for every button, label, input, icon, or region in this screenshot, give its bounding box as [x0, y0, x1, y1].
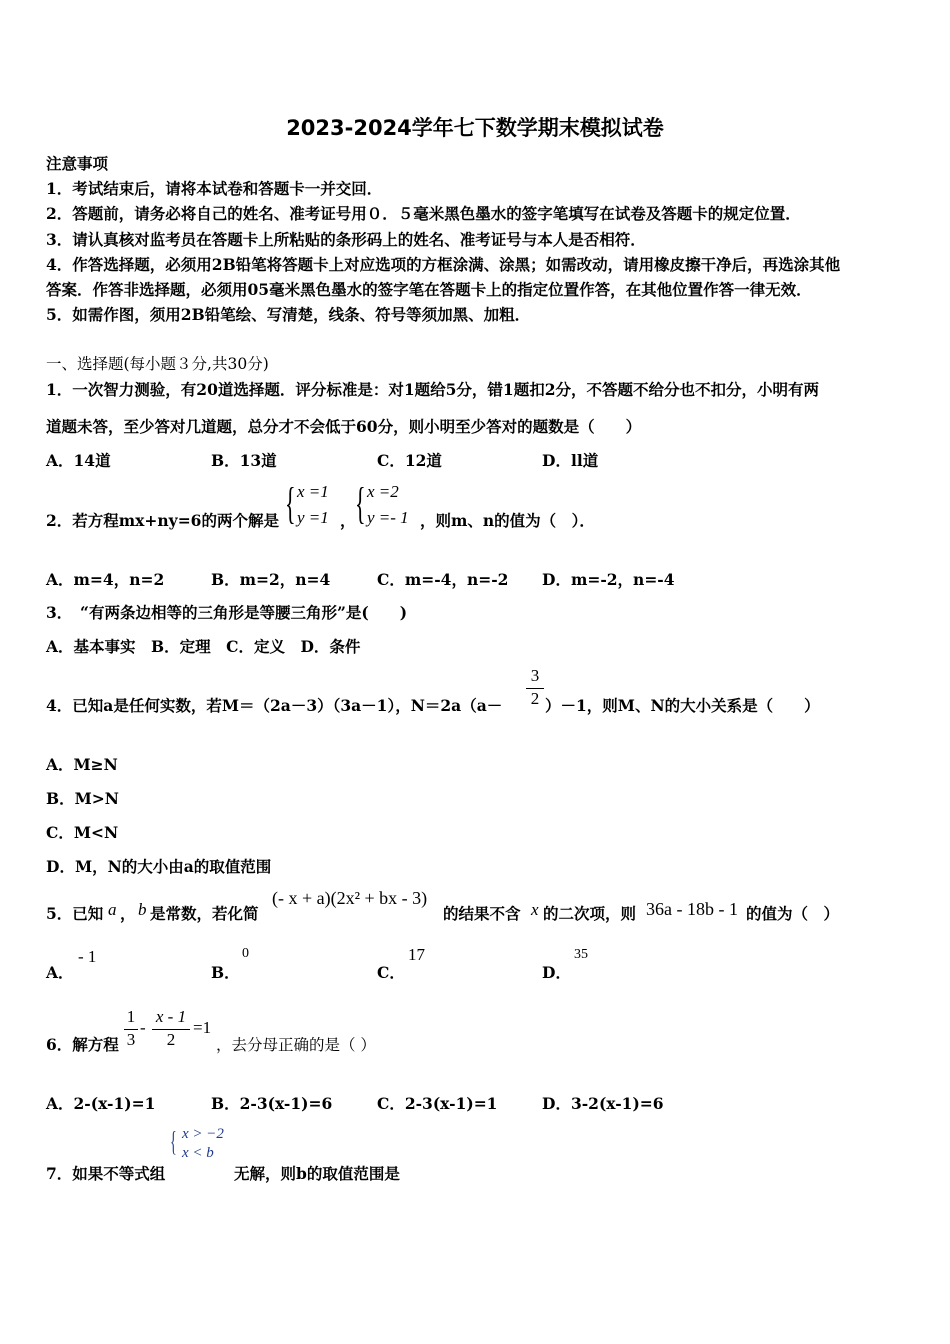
q2-option-c: C．m=-4，n=-2: [377, 570, 509, 589]
question-6-suffix: ，去分母正确的是（ ）: [216, 1036, 376, 1054]
inequality-row: x < b: [182, 1145, 214, 1161]
question-5-prefix: 5．已知: [46, 904, 104, 923]
q5-expression-2: 36a - 18b - 1: [646, 899, 738, 919]
system-2-row: x =2: [367, 482, 399, 501]
q2-option-a: A．m=4，n=2: [46, 570, 165, 589]
note-item: 1．考试结束后，请将本试卷和答题卡一并交回．: [46, 179, 383, 198]
note-item: 2．答题前，请务必将自己的姓名、准考证号用０．５毫米黑色墨水的签字笔填写在试卷及答题卡的规定位置．: [46, 204, 801, 223]
system-1-row: x =1: [297, 482, 329, 501]
q1-option-c: C．12道: [377, 451, 442, 470]
q6-option-a: A．2-(x-1)=1: [46, 1094, 156, 1113]
q5-option-b-value: 0: [242, 946, 249, 961]
note-item: 答案．作答非选择题，必须用05毫米黑色墨水的签字笔在答题卡上的指定位置作答，在其他位置作答一律无效．: [46, 280, 812, 299]
q5-suffix: 的值为（ ）: [746, 904, 840, 923]
q2-comma: ，: [340, 511, 356, 530]
q5-var-b: b: [138, 900, 147, 919]
q1-option-b: B．13道: [211, 451, 277, 470]
notes-heading: 注意事项: [46, 154, 109, 173]
question-4-suffix: ）－1，则M、N的大小关系是（ ）: [545, 696, 820, 715]
q5-mid3: 的二次项，则: [543, 904, 637, 923]
question-1-line1: 1．一次智力测验，有20道选择题．评分标准是：对1题给5分，错1题扣2分，不答题不给分也不扣分，小明有两: [46, 380, 819, 399]
inequality-row: x > −2: [182, 1126, 224, 1142]
q6-option-c: C．2-3(x-1)=1: [377, 1094, 498, 1113]
q4-frac-den: 2: [526, 688, 544, 709]
question-4-prefix: 4．已知a是任何实数，若M＝（2a－3）（3a－1），N＝2a（a－: [46, 696, 503, 715]
q4-option-d: D．M，N的大小由a的取值范围: [46, 857, 272, 876]
question-7-prefix: 7．如果不等式组: [46, 1164, 166, 1183]
q5-var-x: x: [531, 900, 539, 919]
question-2-prefix: 2．若方程mx+ny=6的两个解是: [46, 511, 279, 530]
note-item: 3．请认真核对监考员在答题卡上所粘贴的条形码上的姓名、准考证号与本人是否相符．: [46, 230, 646, 249]
question-1-line2: 道题未答，至少答对几道题，总分才不会低于60分，则小明至少答对的题数是（ ）: [46, 417, 642, 436]
q5-option-a-value: - 1: [78, 947, 97, 966]
q1-option-d: D．ll道: [542, 451, 599, 470]
q5-expression: (- x + a)(2x² + bx - 3): [272, 888, 428, 908]
q5-option-b-label: B．: [211, 963, 240, 982]
note-item: 5．如需作图，须用2B铅笔绘、写清楚，线条、符号等须加黑、加粗．: [46, 305, 531, 324]
q5-option-c-value: 17: [408, 945, 425, 964]
q6-fraction-1: [124, 1007, 138, 1050]
q6-f2-den: 2: [152, 1029, 190, 1050]
q6-f1-num: 1: [126, 1007, 136, 1026]
q6-option-b: B．2-3(x-1)=6: [211, 1094, 333, 1113]
q4-option-c: C．M<N: [46, 823, 119, 842]
q6-equals: =1: [193, 1018, 212, 1037]
q6-fraction-2: [152, 1007, 190, 1050]
q4-option-b: B．M>N: [46, 789, 119, 808]
q5-option-d-value: 35: [574, 947, 588, 962]
question-2-suffix: ，则m、n的值为（ ）．: [420, 511, 595, 530]
q6-option-d: D．3-2(x-1)=6: [542, 1094, 664, 1113]
q5-mid1: 是常数，若化简: [150, 904, 259, 923]
q5-sep: ，: [120, 904, 136, 923]
q6-f1-den: 3: [124, 1029, 138, 1050]
page-title: 2023-2024学年七下数学期末模拟试卷: [286, 116, 664, 140]
note-item: 4．作答选择题，必须用2B铅笔将答题卡上对应选项的方框涂满、涂黑；如需改动，请用橡皮擦干净后，再选涂其他: [46, 255, 841, 274]
q6-f2-num: x - 1: [155, 1007, 187, 1026]
equation-system-1: { x =1 y =1: [285, 479, 329, 528]
q4-frac-num: 3: [530, 666, 540, 685]
q5-option-d-label: D．: [542, 963, 571, 982]
q2-option-b: B．m=2，n=4: [211, 570, 331, 589]
system-2-row: y =- 1: [367, 508, 409, 527]
question-6-prefix: 6．解方程: [46, 1035, 119, 1054]
system-1-row: y =1: [297, 508, 329, 527]
q4-fraction: [526, 666, 544, 709]
q5-option-c-label: C．: [377, 963, 405, 982]
q5-var-a: a: [108, 900, 117, 919]
q3-options: A．基本事实 B．定理 C．定义 D．条件: [46, 637, 361, 656]
q4-option-a: A．M≥N: [46, 755, 118, 774]
section-heading: 一、选择题(每小题３分,共30分): [46, 355, 269, 373]
question-7-suffix: 无解，则b的取值范围是: [234, 1164, 400, 1183]
q5-mid2: 的结果不含: [443, 904, 521, 923]
q6-minus: -: [140, 1018, 146, 1037]
inequality-system: { x > −2 x < b: [170, 1126, 224, 1161]
q1-option-a: A．14道: [46, 451, 111, 470]
q2-option-d: D．m=-2，n=-4: [542, 570, 675, 589]
question-3: 3． “有两条边相等的三角形是等腰三角形”是( ): [46, 603, 408, 622]
equation-system-2: { x =2 y =- 1: [355, 479, 409, 528]
q5-option-a-label: A．: [46, 963, 74, 982]
